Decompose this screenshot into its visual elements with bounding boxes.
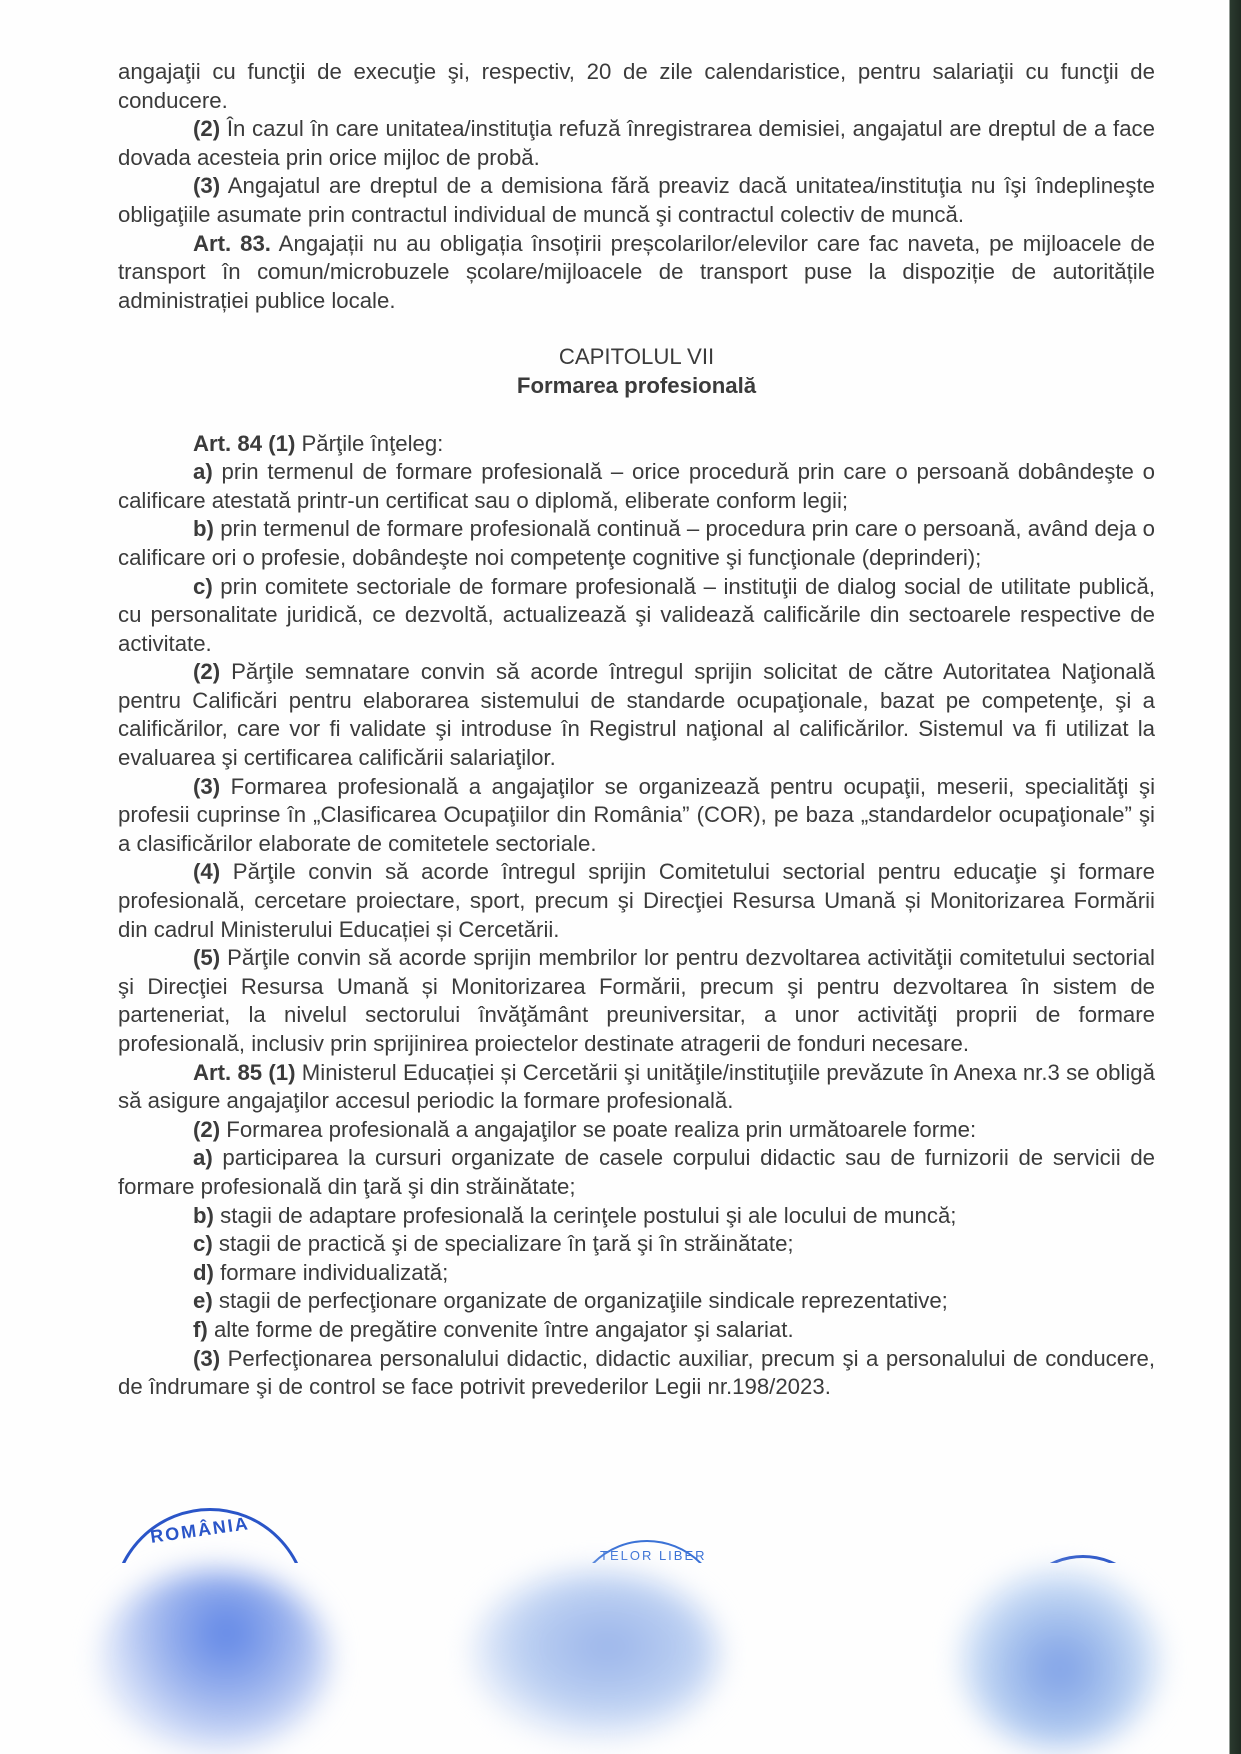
paragraph	[118, 1144, 1155, 1201]
paragraph-text: Formarea profesională a angajaţilor se poate realiza prin următoarele forme:	[220, 1116, 977, 1142]
paragraph-text: prin termenul de formare profesională continuă – procedura prin care o persoană, având deja o calificare ori o profesie, dobândeşte noi competenţe cognitive şi funcţionale (deprinderi);	[118, 516, 1155, 570]
paragraph-text: Angajații nu au obligația însoțirii preșcolarilor/elevilor care fac naveta, pe mijloacele de transport în comun/microbuzele școlare/mijloacele de transport puse la dispoziție de autoritățile administrației publice locale.	[118, 230, 1156, 313]
paragraph	[118, 944, 1155, 1058]
paragraph	[118, 573, 1155, 659]
paragraph	[118, 58, 1155, 115]
stamp-romania-blur	[100, 1570, 330, 1750]
paragraph-label: c)	[193, 1231, 213, 1257]
paragraph-text: Formarea profesională a angajaţilor se organizează pentru ocupaţii, meserii, specialităţi şi profesii cuprinse în „Clasificarea Ocupaţiilor din România” (COR), pe baza „standardelor ocupaţionale” şi a clasificărilor elaborate de comitetele sectoriale.	[118, 773, 1155, 856]
paragraph-text: Părţile convin să acorde întregul sprijin Comitetului sectorial pentru educaţie şi formare profesională, cercetare proiectare, sport, precum şi Direcţiei Resursa Umană și Monitorizarea Formării din cadrul Ministerului Educației și Cercetării.	[118, 859, 1155, 942]
paragraph	[118, 1230, 1155, 1259]
paragraph-text: stagii de perfecţionare organizate de organizaţiile sindicale reprezentative;	[212, 1288, 948, 1314]
paragraph-text: Perfecţionarea personalului didactic, didactic auxiliar, precum şi a personalului de conducere, de îndrumare şi de control se face potrivit prevederilor Legii nr.198/2023.	[118, 1345, 1155, 1400]
document-body	[118, 58, 1155, 1402]
paragraph-text: Ministerul Educației și Cercetării şi unităţile/instituţiile prevăzute în Anexa nr.3 se obligă să asigure angajaţilor accesul periodic la formare profesională.	[118, 1059, 1155, 1114]
paragraph	[118, 172, 1155, 229]
section-chapter-vii	[118, 430, 1155, 1402]
paragraph	[118, 773, 1155, 859]
paragraph-text: angajaţii cu funcţii de execuţie şi, respectiv, 20 de zile calendaristice, pentru salariaţii cu funcţii de conducere.	[118, 59, 1155, 113]
paragraph-text: stagii de adaptare profesională la cerinţele postului şi ale locului de muncă;	[213, 1202, 957, 1228]
stamp-union-blur	[470, 1570, 720, 1740]
stamp-romania-text: ROMÂNIA	[149, 1513, 251, 1547]
paragraph-text: prin comitete sectoriale de formare profesională – instituţii de dialog social de utilitate publică, cu personalitate juridică, ce dezvoltă, actualizează şi validează calificările din sectoarele respective de activitate.	[118, 573, 1155, 656]
paragraph-label: (4)	[193, 859, 221, 885]
stamp-union-text: TELOR LIBER	[600, 1548, 707, 1563]
paragraph	[118, 858, 1155, 944]
chapter-title: Formarea profesională	[516, 372, 757, 398]
paragraph-text: Părţile înţeleg:	[295, 430, 444, 456]
stamp-right-blur	[960, 1570, 1160, 1750]
paragraph-text: participarea la cursuri organizate de casele corpului didactic sau de furnizorii de servicii de formare profesională din ţară şi din străinătate;	[118, 1145, 1155, 1199]
paragraph-label: (3)	[193, 773, 221, 799]
paragraph-label: (5)	[193, 945, 221, 971]
paragraph-text: formare individualizată;	[213, 1259, 449, 1285]
paragraph-text: stagii de practică şi de specializare în ţară şi în străinătate;	[212, 1231, 794, 1257]
paragraph-text: Angajatul are dreptul de a demisiona fără preaviz dacă unitatea/instituţia nu îşi îndeplineşte obligaţiile asumate prin contractul individual de muncă şi contractul colectiv de muncă.	[118, 173, 1155, 227]
paragraph-label: f)	[193, 1316, 208, 1342]
paragraph	[118, 1287, 1155, 1316]
paragraph-label: (2)	[193, 116, 221, 142]
paragraph-label: Art. 83.	[193, 230, 271, 256]
paragraph-label: c)	[193, 573, 213, 599]
paragraph	[118, 1059, 1155, 1116]
paragraph	[118, 658, 1155, 772]
paragraph	[118, 430, 1155, 459]
paragraph-label: (2)	[193, 659, 221, 685]
paragraph	[118, 1345, 1155, 1402]
paragraph-label: (3)	[193, 173, 221, 199]
paragraph	[118, 230, 1155, 316]
paragraph-text: Părţile semnatare convin să acorde întregul sprijin solicitat de către Autoritatea Naţională pentru Calificări pentru elaborarea sistemului de standarde ocupaţionale, bazat pe competenţe, şi a calificărilor, care vor fi validate şi introduse în Registrul naţional al calificărilor. Sistemul va fi utilizat la evaluarea şi certificarea calificării salariaţilor.	[118, 659, 1155, 771]
scan-edge	[1226, 0, 1241, 1754]
paragraph-text: Părţile convin să acorde sprijin membrilor lor pentru dezvoltarea activităţii comitetului sectorial şi Direcţiei Resursa Umană și Monitorizarea Formării, precum şi pentru dezvoltarea în sistem de parteneriat, la nivelul sectorului învăţământ preuniversitar, a unor activităţi proprii de formare profesională, inclusiv prin sprijinirea proiectelor destinate atragerii de fonduri necesare.	[118, 945, 1155, 1056]
chapter-number: CAPITOLUL VII	[558, 344, 715, 370]
paragraph-label: (3)	[193, 1345, 221, 1371]
paragraph-label: b)	[193, 516, 214, 542]
paragraph-text: În cazul în care unitatea/instituţia refuză înregistrarea demisiei, angajatul are dreptul de a face dovada acesteia prin orice mijloc de probă.	[118, 116, 1155, 170]
paragraph	[118, 1116, 1155, 1145]
paragraph-label: d)	[193, 1259, 214, 1285]
paragraph	[118, 1259, 1155, 1288]
paragraph	[118, 458, 1155, 515]
paragraph-label: Art. 84 (1)	[193, 430, 296, 456]
paragraph-label: a)	[193, 1145, 213, 1171]
paragraph	[118, 1316, 1155, 1345]
paragraph-label: Art. 85 (1)	[193, 1059, 296, 1085]
paragraph-text: alte forme de pregătire convenite între angajator şi salariat.	[207, 1316, 794, 1342]
paragraph-text: prin termenul de formare profesională – orice procedură prin care o persoană dobândeşte o calificare atestată printr-un certificat sau o diplomă, eliberate conform legii;	[118, 459, 1155, 513]
paragraph-label: b)	[193, 1202, 214, 1228]
paragraph-label: e)	[193, 1288, 213, 1314]
section-before-chapter	[118, 58, 1155, 315]
paragraph-label: (2)	[193, 1116, 221, 1142]
paragraph-label: a)	[193, 459, 213, 485]
paragraph	[118, 1202, 1155, 1231]
paragraph	[118, 115, 1155, 172]
paragraph	[118, 515, 1155, 572]
